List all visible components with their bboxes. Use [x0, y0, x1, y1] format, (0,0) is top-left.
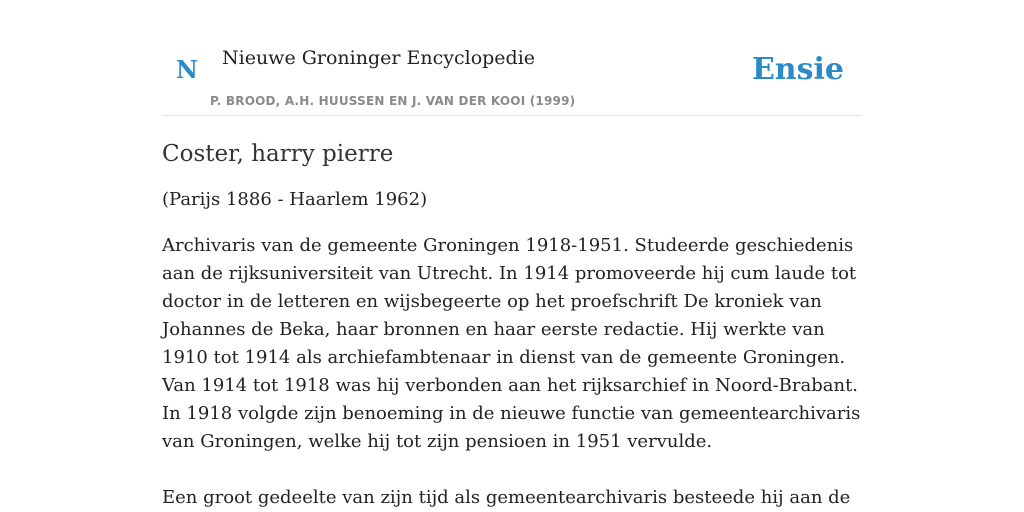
article-paragraph: Archivaris van de gemeente Groningen 1918-1951. Studeerde geschiedenis aan de rijksuniversiteit van Utrecht. In 1914 promoveerde hij cum laude tot doctor in de letteren en wijsbegeerte op het proefschrift De kroniek van Johannes de Beka, haar bronnen en haar eerste redactie. Hij werkte van 1910 tot 1914 als archiefambtenaar in dienst van de gemeente Groningen. Van 1914 tot 1918 was hij verbonden aan het rijksarchief in Noord-Brabant. In 1918 volgde zijn benoeming in de nieuwe functie van gemeentearchivaris van Groningen, welke hij tot zijn pensioen in 1951 vervulde. — [162, 235, 861, 452]
article-subtitle: (Parijs 1886 - Haarlem 1962) — [162, 189, 428, 210]
ensie-logo-link[interactable]: Ensie — [751, 52, 844, 87]
article-paragraph: Een groot gedeelte van zijn tijd als gemeentearchivaris besteede hij aan de — [162, 487, 851, 508]
encyclopedia-authors: P. BROOD, A.H. HUUSSEN EN J. VAN DER KOOI (1999) — [210, 94, 576, 108]
encyclopedia-header — [162, 0, 862, 116]
article-title: Coster, harry pierre — [162, 141, 394, 167]
article — [162, 136, 862, 512]
encyclopedia-title: Nieuwe Groninger Encyclopedie — [222, 47, 536, 69]
encyclopedia-logo-letter: N — [176, 55, 198, 84]
